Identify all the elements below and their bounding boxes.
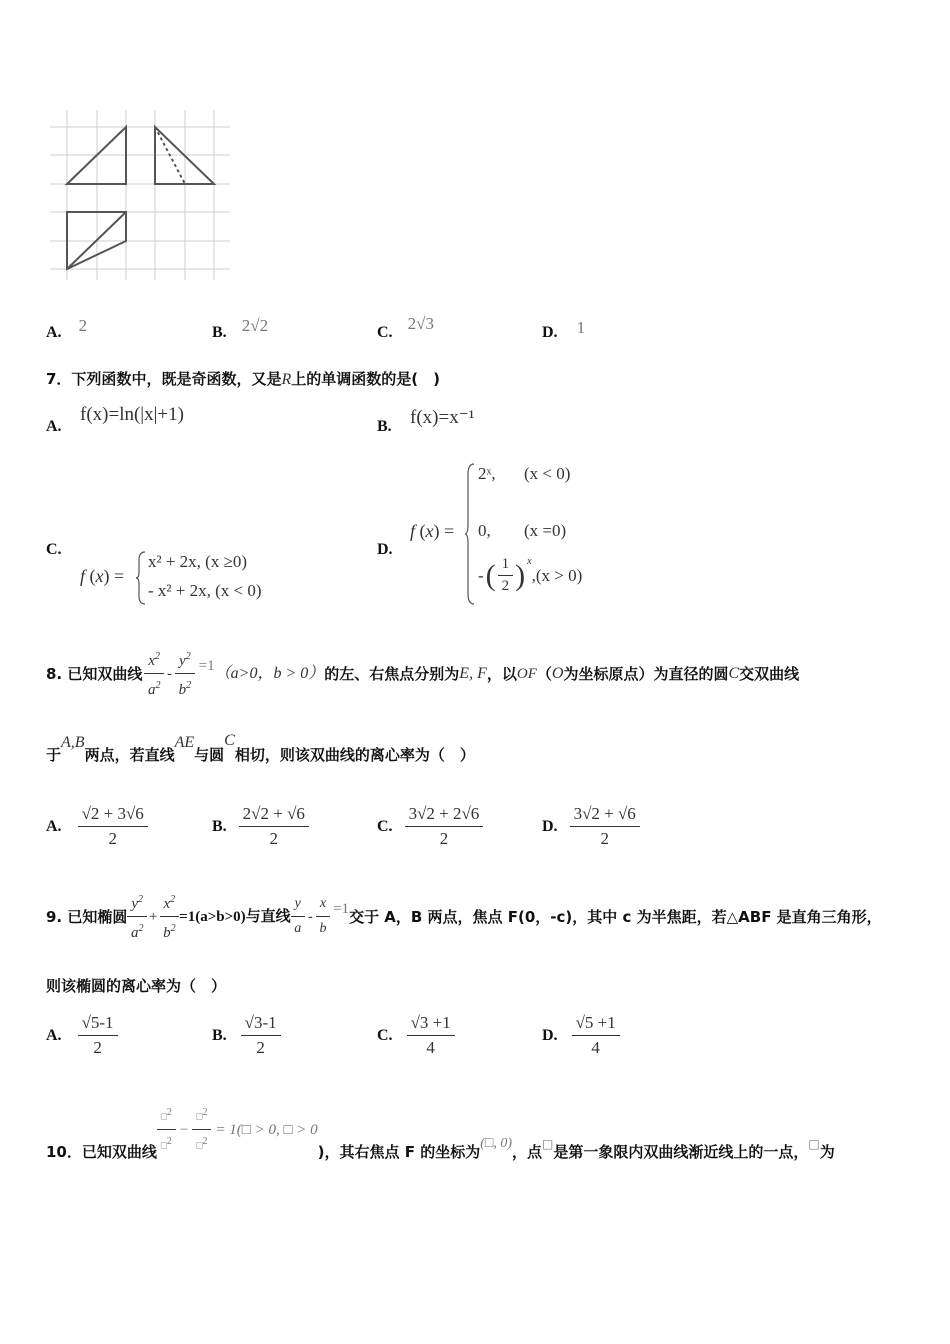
- q9-stem-line2: 则该椭圆的离心率为（ ）: [46, 977, 227, 995]
- option-letter: B.: [212, 324, 227, 341]
- q8-c: C: [728, 664, 740, 682]
- q10-t2: ，点: [512, 1142, 543, 1161]
- q8-ae: AE: [174, 734, 195, 751]
- q6-option-b[interactable]: [212, 316, 269, 342]
- q9-prefix: 9. 已知椭圆: [46, 907, 128, 926]
- option-value: 2: [78, 316, 88, 335]
- option-letter: B.: [377, 418, 392, 435]
- frac-den: 2: [269, 829, 279, 848]
- frac-num: 3√2 + √6: [570, 804, 640, 827]
- q9-option-d[interactable]: [542, 1013, 620, 1058]
- q7-option-d[interactable]: [377, 539, 393, 559]
- q10-t1: )，其右焦点 F 的坐标为: [317, 1142, 481, 1161]
- q8-line2c: 与圆: [194, 746, 225, 764]
- three-view-figure: [45, 108, 235, 283]
- q8-frac-x: $\frac{x^2}{a^2}$: [144, 647, 164, 700]
- q8-of: OF: [516, 665, 537, 682]
- q9-option-b[interactable]: [212, 1013, 281, 1058]
- q7-c-row1: x² + 2x, (x ≥0): [148, 552, 248, 571]
- frac-den: 2: [256, 1038, 265, 1057]
- q9-frac-ya: $\frac{y}{a}$: [291, 894, 305, 939]
- option-letter: C.: [377, 817, 393, 835]
- q8-t3: （: [536, 664, 552, 683]
- option-fraction: [241, 1013, 281, 1058]
- option-letter: D.: [542, 817, 558, 835]
- q9-frac-x: $\frac{x^2}{b^2}$: [160, 890, 180, 943]
- frac-num: 3√2 + 2√6: [405, 804, 484, 827]
- q7-d-row1a: 2ˣ,: [478, 464, 496, 483]
- q8-stem-line2: [46, 732, 475, 765]
- option-value: 2√2: [241, 316, 269, 335]
- q9-frac-xb: $\frac{x}{b}$: [316, 894, 330, 939]
- q10-t4: 为: [819, 1142, 835, 1161]
- grid-lines: [50, 110, 230, 280]
- option-letter: D.: [377, 541, 393, 558]
- q9-stem: 9. 已知椭圆 $\frac{y^2}{a^2}$ + $\frac{x^2}{b^2}$ =1(a>b>0)与直线 $\frac{y}{a}$ - $\frac{x}{b}$ =1 交于 A，B 两点，焦点 F(0，-c)，其中 c 为半焦距，若△ABF 是直角三角形，: [46, 890, 882, 943]
- q7-a-expr: f(x)=ln(|x|+1): [80, 404, 184, 425]
- option-letter: C.: [377, 1026, 393, 1044]
- frac-den: 4: [591, 1038, 600, 1057]
- q6-option-a[interactable]: [46, 316, 88, 342]
- q9-frac-y: $\frac{y^2}{a^2}$: [127, 890, 147, 943]
- frac-num: √3-1: [241, 1013, 281, 1036]
- option-letter: C.: [46, 541, 62, 558]
- q7-d-row1b: (x < 0): [524, 464, 571, 483]
- q7-d-row2b: (x =0): [524, 521, 567, 540]
- q7-d-row2a: 0,: [478, 521, 491, 540]
- q7-stem: [46, 369, 440, 390]
- q7-c-row2: - x² + 2x, (x < 0): [148, 581, 262, 600]
- option-fraction: [407, 1013, 455, 1058]
- q8-option-c[interactable]: [377, 804, 483, 849]
- q8-cond: （a>0，b > 0）: [214, 664, 325, 682]
- q7-c-lhs: f (x) =: [80, 566, 125, 586]
- option-letter: B.: [212, 817, 227, 835]
- frac-num: √5-1: [78, 1013, 118, 1036]
- option-fraction: [572, 1013, 620, 1058]
- q9-option-a[interactable]: [46, 1013, 118, 1058]
- option-letter: A.: [46, 418, 62, 435]
- q10-frac-1: $\frac{□^2}{□^2}$: [157, 1103, 176, 1157]
- q8-o: O: [551, 664, 564, 682]
- option-fraction: [78, 804, 148, 849]
- q8-ab: A,B: [61, 734, 85, 751]
- option-fraction: [239, 804, 309, 849]
- option-letter: D.: [542, 1026, 558, 1044]
- var-r: R: [281, 371, 292, 388]
- q8-foci: E, F: [459, 664, 487, 682]
- q8-option-d[interactable]: [542, 804, 640, 849]
- q8-line2b: 两点，若直线: [84, 746, 175, 764]
- q8-stem: 8. 已知双曲线 $\frac{x^2}{a^2}$ - $\frac{y^2}{b^2}$ =1 （a>0，b > 0） 的左、右焦点分别为 E, F ，以 OF （ O 为坐标原点）为直径的圆 C 交双曲线: [46, 647, 799, 700]
- frac-den: 2: [600, 829, 609, 848]
- q8-line2a: 于: [46, 746, 62, 764]
- q8-frac-y: $\frac{y^2}{b^2}$: [175, 647, 195, 700]
- q10-stem: 10．已知双曲线 $\frac{□^2}{□^2}$ − $\frac{□^2}{□^2}$ = 1(□ > 0, □ > 0 )，其右焦点 F 的坐标为 (□, 0) ，点 □ 是第一象限内双曲线渐近线上的一点， □ 为: [46, 1103, 835, 1157]
- q10-frac-2: $\frac{□^2}{□^2}$: [192, 1103, 211, 1157]
- q9-option-c[interactable]: [377, 1013, 455, 1058]
- q10-coord: (□, 0): [480, 1135, 513, 1151]
- q7-stem-suffix: 上的单调函数的是( ): [291, 370, 440, 388]
- q8-t2: ，以: [486, 664, 517, 683]
- q7-d-lhs: f (x) =: [410, 521, 455, 541]
- placeholder-box-icon: □: [808, 1136, 820, 1151]
- option-value: 2√3: [407, 314, 434, 333]
- option-value: 1: [576, 318, 586, 337]
- q6-option-c[interactable]: [377, 314, 434, 342]
- q7-d-row3-cond: ,(x > 0): [531, 565, 583, 585]
- option-letter: D.: [542, 324, 558, 341]
- option-letter: A.: [46, 817, 62, 835]
- q8-t4: 为坐标原点）为直径的圆: [563, 664, 729, 683]
- q7-option-b[interactable]: [377, 416, 392, 436]
- frac-num: 2√2 + √6: [239, 804, 309, 827]
- q7-option-a[interactable]: [46, 416, 62, 436]
- q8-option-a[interactable]: [46, 804, 148, 849]
- q7-d-row3: - ( $\frac{1}{2}$ ) x ,(x > 0): [478, 556, 583, 594]
- option-letter: A.: [46, 324, 62, 341]
- q10-prefix: 10．已知双曲线: [46, 1142, 157, 1161]
- option-fraction: [78, 1013, 118, 1058]
- option-fraction: [570, 804, 640, 849]
- frac-num: √5 +1: [572, 1013, 620, 1036]
- frac-den: 2: [439, 829, 449, 848]
- option-letter: C.: [377, 324, 393, 341]
- q8-t5: 交双曲线: [739, 664, 800, 683]
- q7-b-expr: f(x)=x⁻¹: [410, 407, 475, 428]
- q10-t3: 是第一象限内双曲线渐近线上的一点，: [553, 1142, 809, 1161]
- q8-line2d: 相切，则该双曲线的离心率为（ ）: [234, 746, 475, 764]
- frac-num: √3 +1: [407, 1013, 455, 1036]
- q9-rest: 交于 A，B 两点，焦点 F(0，-c)，其中 c 为半焦距，若△ABF 是直角三角形，: [349, 907, 882, 926]
- q10-eq: = 1(□ > 0, □ > 0: [215, 1121, 318, 1138]
- frac-den: 2: [93, 1038, 102, 1057]
- q8-option-b[interactable]: [212, 804, 309, 849]
- option-letter: B.: [212, 1026, 227, 1044]
- q8-prefix: 8. 已知双曲线: [46, 664, 143, 683]
- q7-option-c[interactable]: [46, 539, 62, 559]
- q9-mid: =1(a>b>0)与直线: [179, 908, 291, 925]
- q7-stem-text: 7．下列函数中，既是奇函数，又是: [46, 370, 282, 388]
- frac-den: 2: [108, 829, 117, 848]
- q8-c2: C: [224, 732, 235, 749]
- option-fraction: [405, 804, 484, 849]
- placeholder-box-icon: □: [542, 1136, 554, 1151]
- q8-t1: 的左、右焦点分别为: [324, 664, 460, 683]
- brace-icon: [464, 462, 476, 606]
- q6-option-d[interactable]: [542, 318, 586, 342]
- brace-icon: [135, 550, 147, 606]
- frac-den: 4: [426, 1038, 435, 1057]
- option-letter: A.: [46, 1026, 62, 1044]
- frac-num: √2 + 3√6: [78, 804, 148, 827]
